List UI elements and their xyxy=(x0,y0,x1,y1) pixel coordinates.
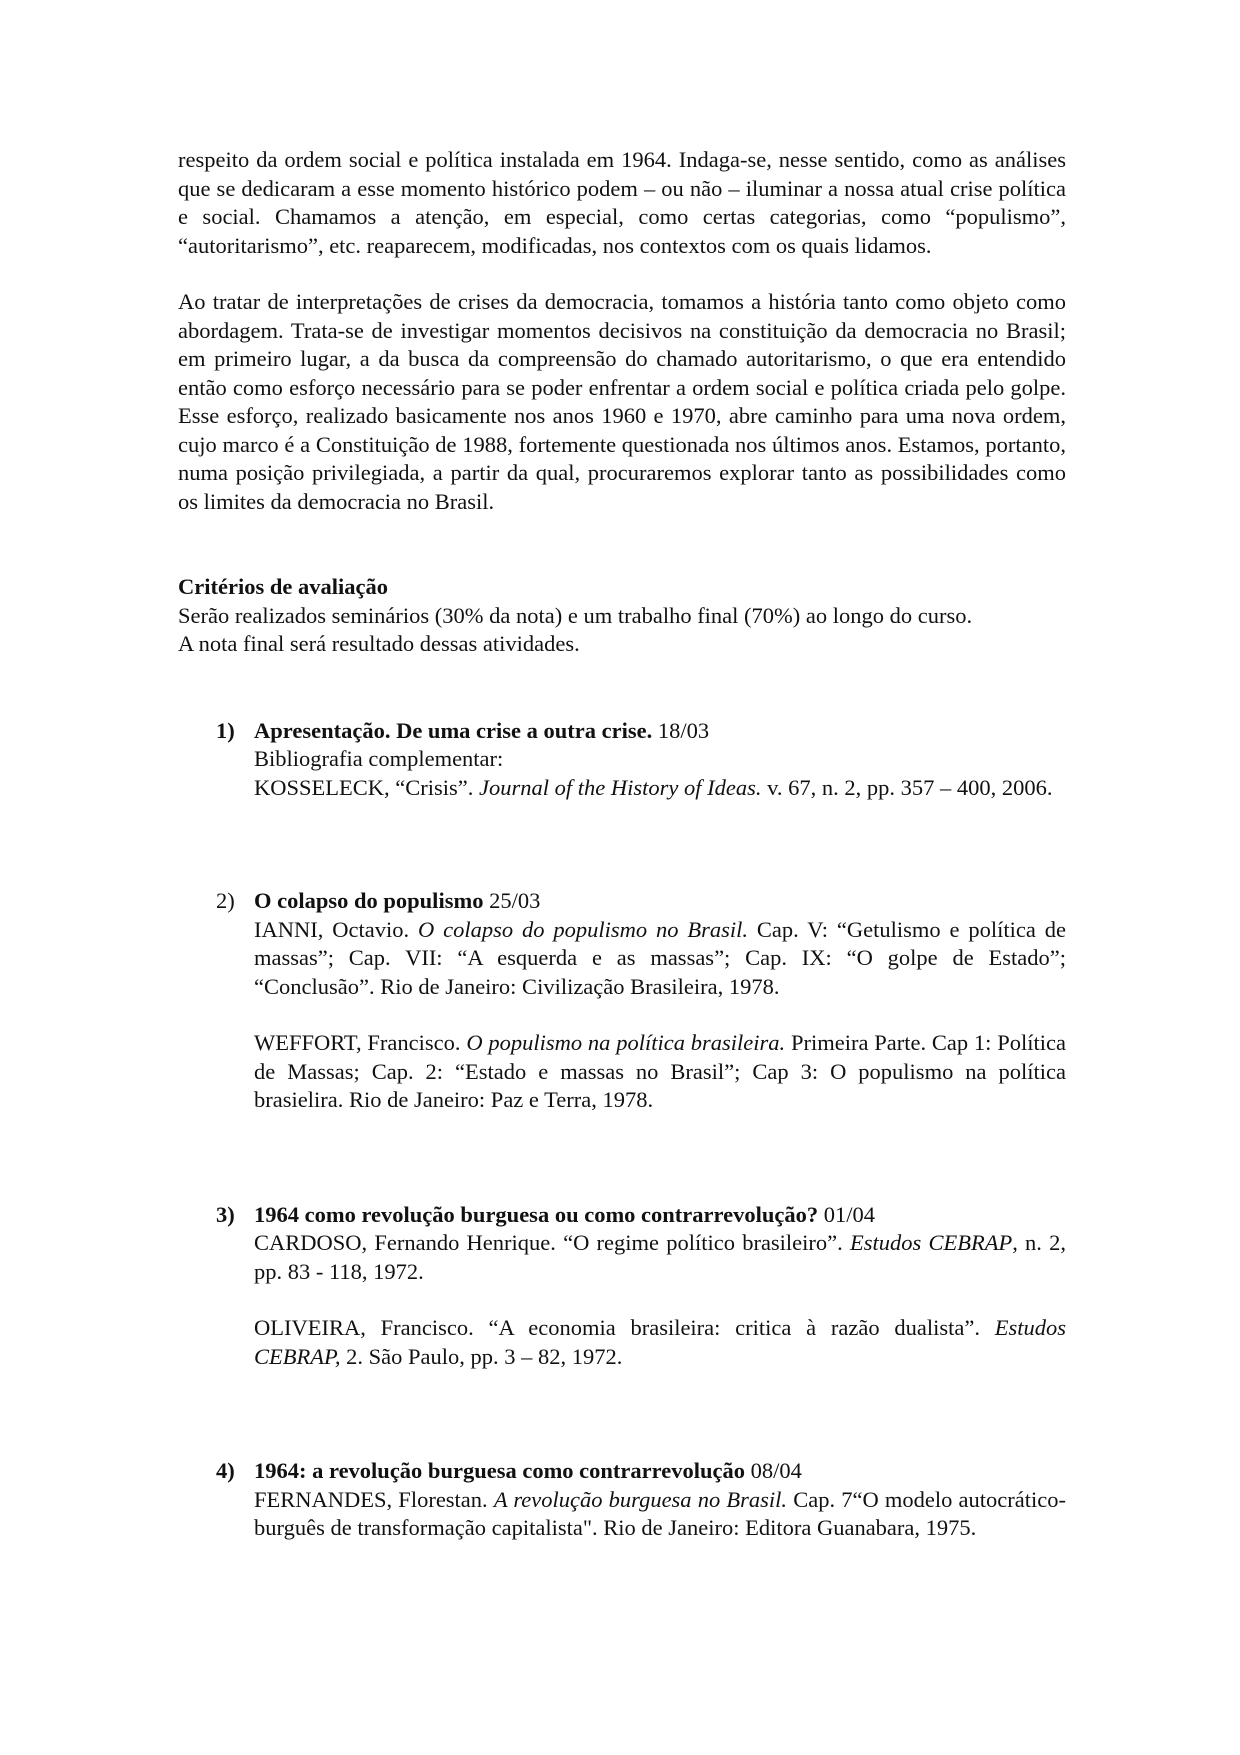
criteria-text xyxy=(178,602,1066,659)
session-item xyxy=(178,1457,1066,1543)
bibliography-reference xyxy=(254,1229,1066,1286)
reference-work: O populismo na política brasileira. xyxy=(466,1030,786,1055)
session-date: 08/04 xyxy=(744,1458,802,1483)
intro-paragraph: Ao tratar de interpretações de crises da democracia, tomamos a história tanto como objeto como abordagem. Trata-se de investigar momentos decisivos na constituição da democracia no Brasil; em primeiro lugar, a da busca da compreensão do chamado autoritarismo, o que era entendido então como esforço necessário para se poder enfrentar a ordem social e política criada pelo golpe. Esse esforço, realizado basicamente nos anos 1960 e 1970, abre caminho para uma nova ordem, cujo marco é a Constituição de 1988, fortemente questionada nos últimos anos. Estamos, portanto, numa posição privilegiada, a partir da qual, procuraremos explorar tanto as possibilidades como os limites da democracia no Brasil. xyxy=(178,289,1066,514)
reference-details: Cap. V: “Getulismo e política de massas”; Cap. VII: “A esquerda e as massas”; Cap. IX: “O golpe de Estado”; “Conclusão”. Rio de Janeiro: Civilização Brasileira, 1978. xyxy=(254,916,1066,999)
intro-paragraph: respeito da ordem social e política instalada em 1964. Indaga-se, nesse sentido, como as análises que se dedicaram a esse momento histórico podem – ou não – iluminar a nossa atual crise política e social. Chamamos a atenção, em especial, como certas categorias, como “populismo”, “autoritarismo”, etc. reaparecem, modificadas, nos contextos com os quais lidamos. xyxy=(178,147,1066,258)
bibliography-label: Bibliografia complementar: xyxy=(254,746,504,771)
session-number: 4) xyxy=(216,1458,235,1483)
session-title: 1964 como revolução burguesa ou como contrarrevolução? xyxy=(254,1201,819,1227)
session-date: 18/03 xyxy=(652,717,710,743)
reference-author: IANNI, Octavio. xyxy=(254,916,418,942)
reference-work: Estudos CEBRAP xyxy=(850,1230,1013,1255)
reference-details: 2. São Paulo, pp. 3 – 82, 1972. xyxy=(340,1343,623,1369)
session-heading xyxy=(254,717,1066,746)
reference-author: OLIVEIRA, Francisco. “A economia brasileira: critica à razão dualista”. xyxy=(254,1315,995,1340)
bibliography-reference xyxy=(254,1029,1066,1115)
criteria-heading: Critérios de avaliação xyxy=(178,574,388,599)
session-title: O colapso do populismo xyxy=(254,888,484,913)
reference-work: Estudos CEBRAP, xyxy=(254,1315,1066,1369)
bibliography-reference xyxy=(254,1314,1066,1371)
session-heading xyxy=(254,1201,1066,1230)
reference-work: A revolução burguesa no Brasil. xyxy=(493,1486,788,1512)
session-item xyxy=(178,1201,1066,1372)
session-heading xyxy=(254,1457,1066,1486)
criteria-line: Serão realizados seminários (30% da nota) e um trabalho final (70%) ao longo do curso. xyxy=(178,602,973,628)
reference-details: Primeira Parte. Cap 1: Política de Massas; Cap. 2: “Estado e massas no Brasil”; Cap 3: O populismo na política brasielira. Rio de Janeiro: Paz e Terra, 1978. xyxy=(254,1030,1066,1112)
reference-details: v. 67, n. 2, pp. 357 – 400, 2006. xyxy=(761,774,1053,800)
session-item xyxy=(178,717,1066,803)
reference-details: , n. 2, pp. 83 - 118, 1972. xyxy=(254,1230,1067,1284)
bibliography-reference xyxy=(254,916,1066,1002)
session-date: 01/04 xyxy=(818,1201,875,1227)
bibliography-reference xyxy=(254,1486,1066,1543)
reference-author: WEFFORT, Francisco. xyxy=(254,1030,467,1055)
session-number: 2) xyxy=(216,888,235,913)
criteria-line: A nota final será resultado dessas atividades. xyxy=(178,631,580,656)
reference-work: O colapso do populismo no Brasil. xyxy=(417,916,748,942)
reference-author: FERNANDES, Florestan. xyxy=(254,1486,494,1512)
reference-work: Journal of the History of Ideas. xyxy=(479,774,762,800)
reference-author: KOSSELECK, “Crisis”. xyxy=(254,774,479,800)
session-title: Apresentação. De uma crise a outra crise. xyxy=(254,717,653,743)
session-heading xyxy=(254,887,1066,916)
session-title: 1964: a revolução burguesa como contrarrevolução xyxy=(254,1458,745,1483)
reference-details: Cap. 7“O modelo autocrático-burguês de transformação capitalista". Rio de Janeiro: Editora Guanabara, 1975. xyxy=(254,1486,1066,1540)
session-number: 3) xyxy=(216,1201,235,1227)
bibliography-reference xyxy=(254,774,1066,803)
session-number: 1) xyxy=(216,717,235,743)
document-page xyxy=(178,146,1066,1543)
reference-author: CARDOSO, Fernando Henrique. “O regime político brasileiro”. xyxy=(254,1230,850,1255)
session-date: 25/03 xyxy=(483,888,541,913)
session-item xyxy=(178,887,1066,1115)
